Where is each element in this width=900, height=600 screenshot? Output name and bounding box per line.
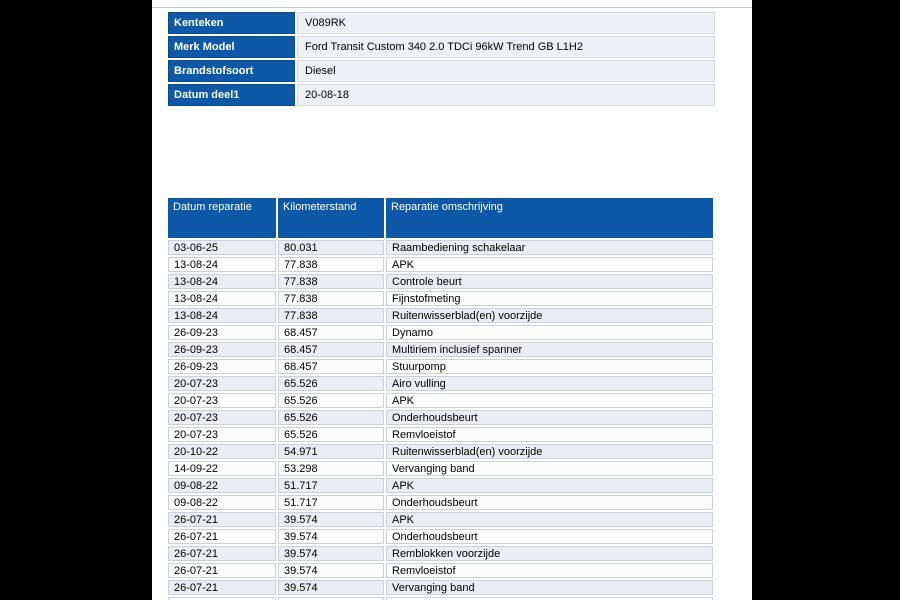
cell-odometer: 77.838 (278, 274, 384, 289)
cell-odometer: 39.574 (278, 563, 384, 578)
info-row (168, 36, 715, 58)
table-row (168, 563, 713, 578)
cell-odometer: 77.838 (278, 291, 384, 306)
cell-description: Dynamo (386, 325, 713, 340)
table-row (168, 410, 713, 425)
cell-odometer: 68.457 (278, 359, 384, 374)
info-label-cell: Kenteken (168, 12, 295, 34)
cell-odometer: 51.717 (278, 478, 384, 493)
table-row (168, 342, 713, 357)
cell-odometer: 65.526 (278, 410, 384, 425)
table-row (168, 274, 713, 289)
cell-date: 26-07-21 (168, 580, 276, 595)
cell-description: Remvloeistof (386, 427, 713, 442)
cell-date: 09-08-22 (168, 495, 276, 510)
info-value-cell: V089RK (297, 12, 715, 34)
content-area (152, 0, 752, 600)
cell-date: 14-09-22 (168, 461, 276, 476)
column-header: Datum reparatie (168, 198, 276, 238)
cell-date: 20-10-22 (168, 444, 276, 459)
cell-date: 26-07-21 (168, 563, 276, 578)
cell-date: 13-08-24 (168, 257, 276, 272)
cell-date: 20-07-23 (168, 427, 276, 442)
info-label-cell: Brandstofsoort (168, 60, 295, 82)
table-row (168, 478, 713, 493)
table-row (168, 308, 713, 323)
cell-odometer: 39.574 (278, 546, 384, 561)
cell-description: APK (386, 512, 713, 527)
cell-odometer: 39.574 (278, 580, 384, 595)
cell-description: Onderhoudsbeurt (386, 410, 713, 425)
info-row (168, 84, 715, 106)
cell-date: 20-07-23 (168, 376, 276, 391)
cell-date: 26-07-21 (168, 546, 276, 561)
cell-odometer: 77.838 (278, 308, 384, 323)
table-row (168, 495, 713, 510)
cell-date: 13-08-24 (168, 308, 276, 323)
cell-odometer: 68.457 (278, 325, 384, 340)
cell-description: Multiriem inclusief spanner (386, 342, 713, 357)
cell-description: Onderhoudsbeurt (386, 495, 713, 510)
info-value-cell: Diesel (297, 60, 715, 82)
cell-odometer: 65.526 (278, 427, 384, 442)
cell-description: Fijnstofmeting (386, 291, 713, 306)
info-row (168, 60, 715, 82)
table-row (168, 461, 713, 476)
cell-date: 09-08-22 (168, 478, 276, 493)
table-row (168, 444, 713, 459)
cell-description: APK (386, 478, 713, 493)
cell-odometer: 68.457 (278, 342, 384, 357)
cell-date: 26-07-21 (168, 529, 276, 544)
cell-odometer: 65.526 (278, 393, 384, 408)
table-row (168, 376, 713, 391)
cell-date: 20-07-23 (168, 410, 276, 425)
cell-date: 26-09-23 (168, 325, 276, 340)
table-row (168, 512, 713, 527)
cell-odometer: 39.574 (278, 512, 384, 527)
cell-date: 13-08-24 (168, 274, 276, 289)
cell-odometer: 53.298 (278, 461, 384, 476)
cell-date: 26-07-21 (168, 512, 276, 527)
cell-date: 26-09-23 (168, 359, 276, 374)
table-row (168, 393, 713, 408)
cell-description: Vervanging band (386, 461, 713, 476)
cell-odometer: 77.838 (278, 257, 384, 272)
repair-history-table (166, 196, 715, 600)
info-label-cell: Datum deel1 (168, 84, 295, 106)
cell-description: APK (386, 257, 713, 272)
cell-odometer: 39.574 (278, 529, 384, 544)
cell-description: Remvloeistof (386, 563, 713, 578)
column-header: Kilometerstand (278, 198, 384, 238)
table-row (168, 427, 713, 442)
table-row (168, 240, 713, 255)
cell-description: Stuurpomp (386, 359, 713, 374)
cell-odometer: 51.717 (278, 495, 384, 510)
cell-description: Ruitenwisserblad(en) voorzijde (386, 444, 713, 459)
table-row (168, 325, 713, 340)
cell-description: Airo vulling (386, 376, 713, 391)
vehicle-info-table (166, 10, 717, 108)
cell-description: APK (386, 393, 713, 408)
info-label-cell: Merk Model (168, 36, 295, 58)
cell-date: 13-08-24 (168, 291, 276, 306)
cell-description: Controle beurt (386, 274, 713, 289)
info-row (168, 12, 715, 34)
cell-odometer: 65.526 (278, 376, 384, 391)
cell-description: Onderhoudsbeurt (386, 529, 713, 544)
cell-description: Vervanging band (386, 580, 713, 595)
cell-date: 26-09-23 (168, 342, 276, 357)
table-row (168, 529, 713, 544)
info-value-cell: 20-08-18 (297, 84, 715, 106)
cell-description: Remblokken voorzijde (386, 546, 713, 561)
table-row (168, 257, 713, 272)
repair-table-header-row (168, 198, 713, 238)
table-row (168, 359, 713, 374)
cell-date: 20-07-23 (168, 393, 276, 408)
cell-description: Raambediening schakelaar (386, 240, 713, 255)
cell-description: Ruitenwisserblad(en) voorzijde (386, 308, 713, 323)
cell-odometer: 80.031 (278, 240, 384, 255)
cell-date: 03-06-25 (168, 240, 276, 255)
table-row (168, 546, 713, 561)
cell-odometer: 54.971 (278, 444, 384, 459)
column-header: Reparatie omschrijving (386, 198, 713, 238)
top-divider (152, 7, 752, 8)
info-value-cell: Ford Transit Custom 340 2.0 TDCi 96kW Trend GB L1H2 (297, 36, 715, 58)
table-row (168, 291, 713, 306)
table-row (168, 580, 713, 595)
